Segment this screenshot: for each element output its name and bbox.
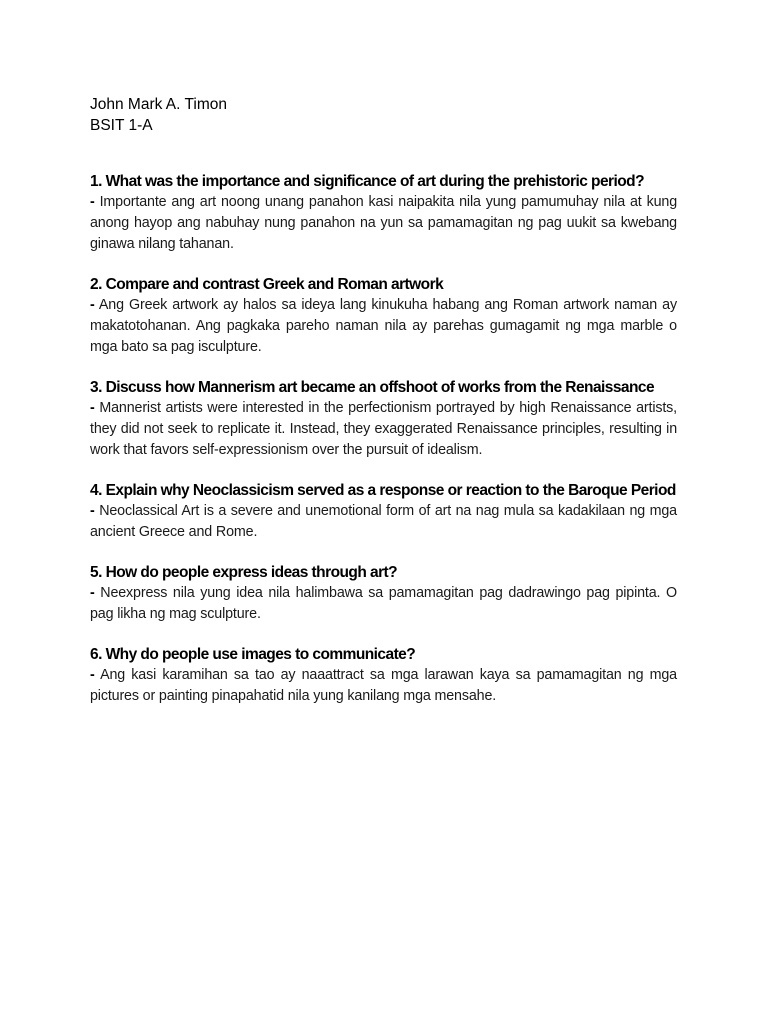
answer-dash: - bbox=[90, 667, 95, 683]
author-name: John Mark A. Timon bbox=[90, 96, 227, 113]
answer-1 bbox=[90, 192, 677, 255]
answer-dash: - bbox=[90, 585, 95, 601]
author-section: BSIT 1-A bbox=[90, 117, 153, 134]
qa-item-6 bbox=[90, 644, 677, 707]
answer-4 bbox=[90, 501, 677, 543]
answer-1-text: Importante ang art noong unang panahon kasi naipakita nila yung pamumuhay nila at kung anong hayop ang nabuhay nung panahon na yun sa pamamagitan ng pag uukit sa kwebang ginawa nilang tahanan. bbox=[90, 194, 677, 252]
answer-dash: - bbox=[90, 297, 95, 313]
answer-6-text: Ang kasi karamihan sa tao ay naaattract sa mga larawan kaya sa pamamagitan ng mga pictures or painting pinapahatid nila yung kanilang mga mensahe. bbox=[90, 667, 677, 704]
question-3: 3. Discuss how Mannerism art became an offshoot of works from the Renaissance bbox=[90, 379, 655, 396]
answer-3 bbox=[90, 398, 677, 461]
qa-item-4 bbox=[90, 480, 677, 543]
question-6: 6. Why do people use images to communicate? bbox=[90, 646, 416, 663]
qa-item-5 bbox=[90, 562, 677, 625]
answer-dash: - bbox=[90, 503, 95, 519]
qa-item-2 bbox=[90, 274, 677, 358]
answer-2 bbox=[90, 295, 677, 358]
question-1: 1. What was the importance and significance of art during the prehistoric period? bbox=[90, 173, 645, 190]
answer-2-text: Ang Greek artwork ay halos sa ideya lang kinukuha habang ang Roman artwork naman ay makatotohanan. Ang pagkaka pareho naman nila ay parehas gumagamit ng mga marble o mga bato sa pag isculpture. bbox=[90, 297, 677, 355]
answer-3-text: Mannerist artists were interested in the perfectionism portrayed by high Renaissance artists, they did not seek to replicate it. Instead, they exaggerated Renaissance principles, resulting in work that favors self-expressionism over the pursuit of idealism. bbox=[90, 400, 677, 458]
question-5: 5. How do people express ideas through art? bbox=[90, 564, 398, 581]
answer-5 bbox=[90, 583, 677, 625]
question-list bbox=[90, 171, 677, 707]
answer-dash: - bbox=[90, 194, 95, 210]
answer-6 bbox=[90, 665, 677, 707]
answer-5-text: Neexpress nila yung idea nila halimbawa sa pamamagitan pag dadrawingo pag pipinta. O pag likha ng mag sculpture. bbox=[90, 585, 677, 622]
qa-item-3 bbox=[90, 377, 677, 461]
question-4: 4. Explain why Neoclassicism served as a response or reaction to the Baroque Period bbox=[90, 482, 676, 499]
document-page bbox=[90, 94, 677, 726]
question-2: 2. Compare and contrast Greek and Roman artwork bbox=[90, 276, 444, 293]
qa-item-1 bbox=[90, 171, 677, 255]
answer-dash: - bbox=[90, 400, 95, 416]
answer-4-text: Neoclassical Art is a severe and unemotional form of art na nag mula sa kadakilaan ng mga ancient Greece and Rome. bbox=[90, 503, 677, 540]
